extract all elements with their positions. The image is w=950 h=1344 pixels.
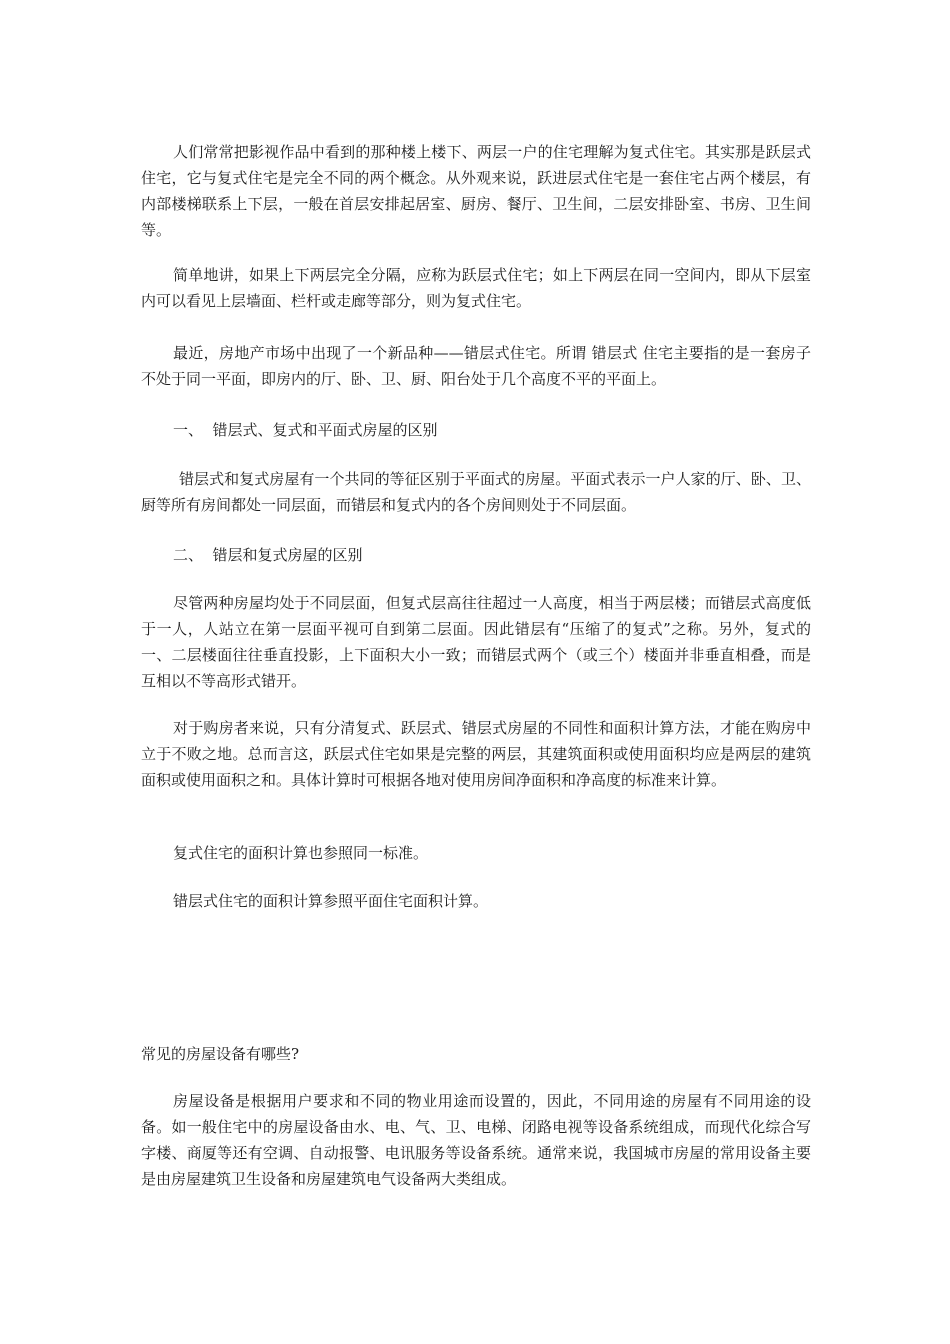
section-heading-2: 二、 错层和复式房屋的区别 bbox=[173, 546, 363, 564]
paragraph-area-calculation: 对于购房者来说，只有分清复式、跃层式、错层式房屋的不同性和面积计算方法，才能在购房中立于不败之地。总而言这，跃层式住宅如果是完整的两层，其建筑面积或使用面积均应是两层的建筑面积或使用面积之和。具体计算时可根据各地对使用房间净面积和净高度的标准来计算。 bbox=[141, 719, 811, 789]
question-title: 常见的房屋设备有哪些? bbox=[141, 1045, 300, 1063]
paragraph-common-feature: 错层式和复式房屋有一个共同的等征区别于平面式的房屋。平面式表示一户人家的厅、卧、卫、厨等所有房间都处一同层面，而错层和复式内的各个房间则处于不同层面。 bbox=[141, 470, 811, 514]
paragraph-duplex-vs-split-level: 人们常常把影视作品中看到的那种楼上楼下、两层一户的住宅理解为复式住宅。其实那是跃层式住宅，它与复式住宅是完全不同的两个概念。从外观来说，跃进层式住宅是一套住宅占两个楼层，有内部楼梯联系上下层，一般在首层安排起居室、厨房、餐厅、卫生间，二层安排卧室、书房、卫生间等。 bbox=[141, 143, 811, 239]
paragraph-house-equipment: 房屋设备是根据用户要求和不同的物业用途而设置的，因此，不同用途的房屋有不同用途的设备。如一般住宅中的房屋设备由水、电、气、卫、电梯、闭路电视等设备系统组成，而现代化综合写字楼、商厦等还有空调、自动报警、电讯服务等设备系统。通常来说，我国城市房屋的常用设备主要是由房屋建筑卫生设备和房屋建筑电气设备两大类组成。 bbox=[141, 1092, 811, 1188]
paragraph-staggered-area: 错层式住宅的面积计算参照平面住宅面积计算。 bbox=[173, 892, 489, 910]
section-heading-1: 一、 错层式、复式和平面式房屋的区别 bbox=[173, 421, 438, 439]
paragraph-difference: 尽管两种房屋均处于不同层面，但复式层高往往超过一人高度，相当于两层楼；而错层式高度低于一人，人站立在第一层面平视可自到第二层面。因此错层有“压缩了的复式”之称。另外，复式的一、二层楼面往往垂直投影，上下面积大小一致；而错层式两个（或三个）楼面并非垂直相叠，而是互相以不等高形式错开。 bbox=[141, 594, 811, 690]
paragraph-staggered-floor-intro: 最近，房地产市场中出现了一个新品种——错层式住宅。所谓 错层式 住宅主要指的是一套房子不处于同一平面，即房内的厅、卧、卫、厨、阳台处于几个高度不平的平面上。 bbox=[141, 344, 811, 388]
paragraph-duplex-area: 复式住宅的面积计算也参照同一标准。 bbox=[173, 844, 429, 862]
paragraph-simple-definition: 简单地讲，如果上下两层完全分隔，应称为跃层式住宅；如上下两层在同一空间内，即从下层室内可以看见上层墙面、栏杆或走廊等部分，则为复式住宅。 bbox=[141, 266, 811, 310]
